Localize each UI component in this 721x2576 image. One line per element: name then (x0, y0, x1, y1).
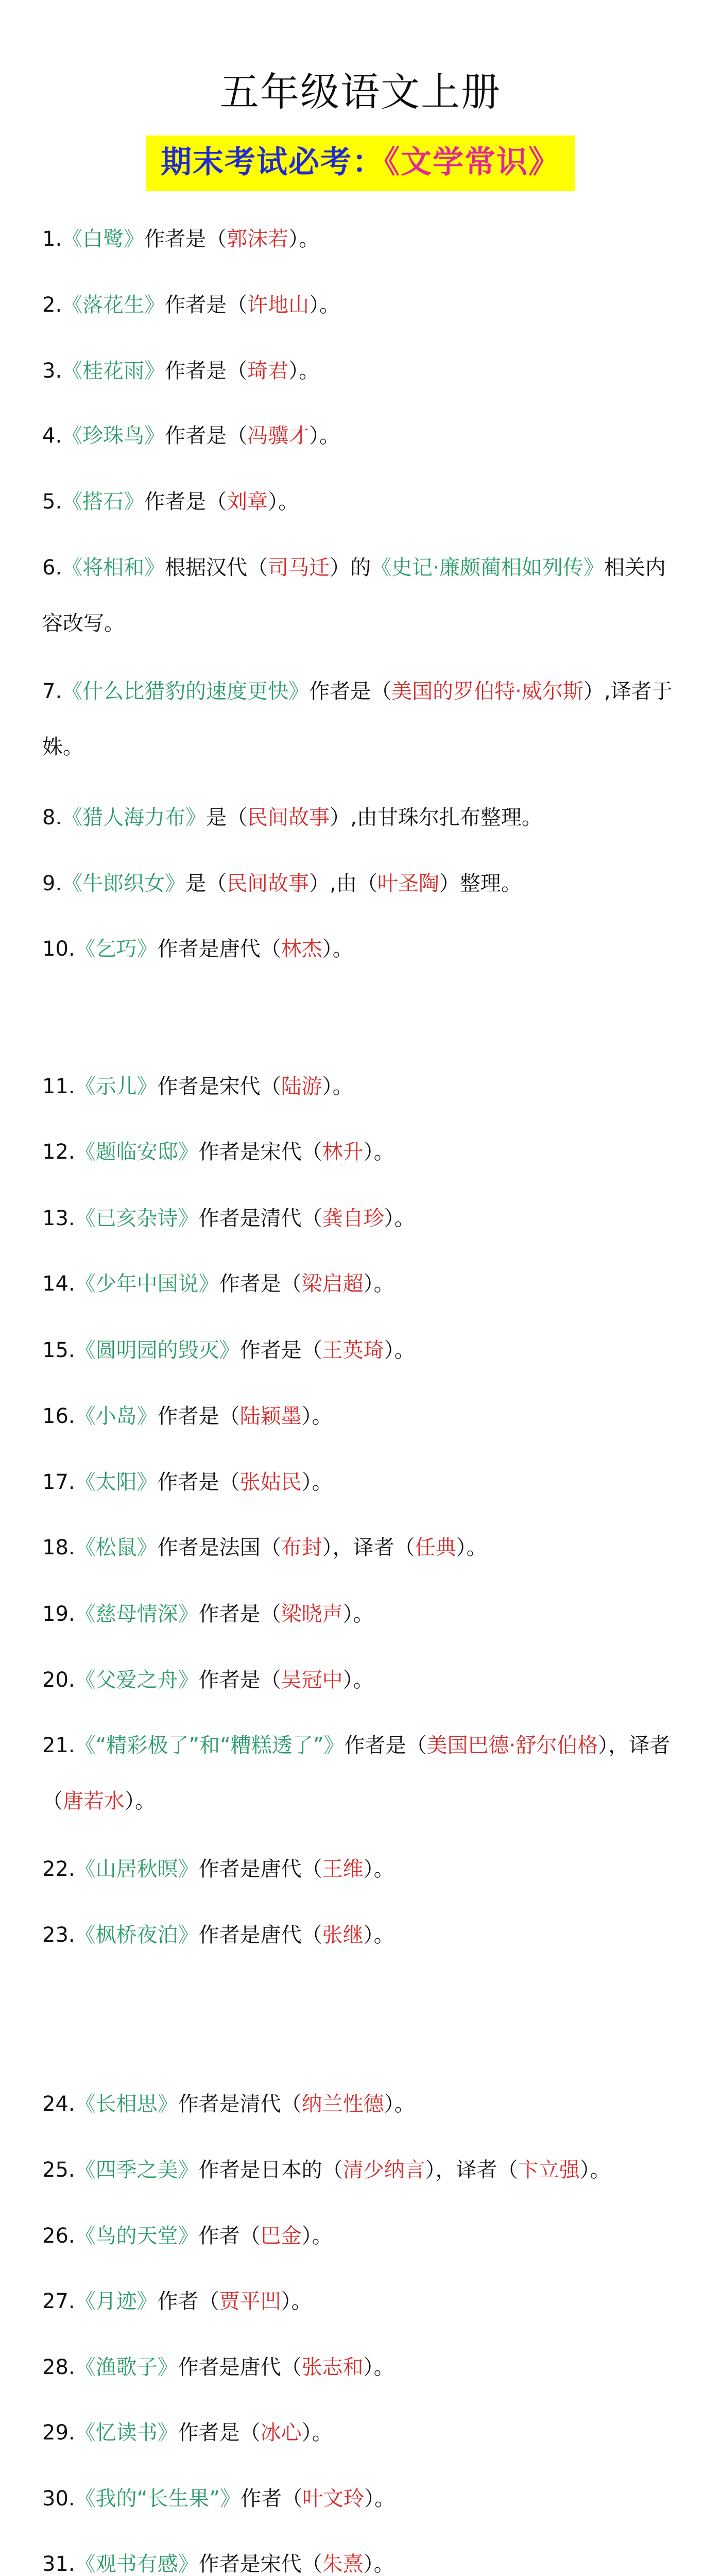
answer-text: 贾平凹 (219, 2290, 281, 2313)
item-text: 10. (42, 937, 75, 961)
list-item (42, 1454, 681, 1510)
answer-text: 叶圣陶 (377, 872, 439, 895)
item-text: 作者是（ (344, 1734, 427, 1757)
item-text: ）。 (384, 1338, 415, 1362)
item-text: 作者是宋代（ (198, 2552, 322, 2576)
work-title: 《题临安邸》 (75, 1140, 199, 1164)
answer-text: 郭沫若 (227, 227, 289, 251)
item-text: ）。 (384, 2092, 415, 2116)
work-title: 《牛郎织女》 (62, 872, 186, 895)
item-text: 作者是（ (178, 2421, 261, 2445)
work-title: 《乞巧》 (75, 937, 158, 961)
page-title: 五年级语文上册 (220, 69, 501, 115)
work-title: 《月迹》 (75, 2290, 158, 2313)
answer-text: 冯骥才 (247, 424, 310, 448)
item-text: 2. (42, 293, 62, 317)
work-title: 《父爱之舟》 (75, 1668, 199, 1692)
work-title: 《落花生》 (62, 293, 165, 317)
item-text: 8. (42, 806, 62, 829)
answer-text: 琦君 (247, 359, 289, 383)
subtitle-highlight-box (146, 135, 575, 191)
item-text: 18. (42, 1536, 75, 1560)
item-text: ），译者（ (322, 1536, 415, 1560)
item-text: ）。 (342, 1668, 374, 1692)
list-item (42, 2405, 681, 2461)
list-item (42, 856, 681, 911)
list-item (42, 2076, 681, 2132)
item-text: 3. (42, 359, 62, 383)
work-title: 《桂花雨》 (62, 359, 165, 383)
answer-text: 民间故事 (247, 806, 330, 829)
item-text: 作者是（ (144, 227, 227, 251)
answer-text: 王英琦 (322, 1338, 384, 1362)
item-text: 作者是（ (239, 1338, 322, 1362)
answer-text: 张志和 (301, 2355, 364, 2379)
list-item (42, 1059, 681, 1114)
item-text: 14. (42, 1272, 75, 1296)
work-title: 《四季之美》 (75, 2158, 199, 2182)
item-text: 作者是唐代（ (198, 1857, 322, 1881)
list-item (42, 1191, 681, 1246)
item-text: 9. (42, 872, 62, 895)
answer-text: 吴冠中 (281, 1668, 343, 1692)
work-title: 《我的“长生果”》 (75, 2487, 241, 2511)
item-text: ）。 (288, 227, 320, 251)
answer-text: 卞立强 (518, 2158, 580, 2182)
work-title: 《松鼠》 (75, 1536, 158, 1560)
item-text: ）。 (364, 2487, 396, 2511)
answer-text: 刘章 (227, 490, 268, 514)
answer-text: 巴金 (260, 2224, 302, 2248)
item-text: ）。 (301, 1404, 333, 1428)
list-item (42, 2208, 681, 2264)
answer-text: 朱熹 (322, 2552, 364, 2576)
list-item (42, 211, 681, 267)
answer-text: 陆游 (281, 1075, 322, 1098)
answer-text: 林杰 (281, 937, 322, 961)
item-text: 21. (42, 1734, 75, 1757)
item-text: ）。 (363, 1923, 394, 1947)
answer-text: 司马迁 (268, 556, 330, 580)
item-text: ），译者（ (42, 1734, 671, 1813)
item-text: 作者是宋代（ (157, 1075, 281, 1098)
item-text: 作者是（ (144, 490, 227, 514)
item-text: 作者是（ (309, 680, 392, 703)
answer-text: 唐若水 (63, 1789, 125, 1813)
list-item (42, 474, 681, 530)
item-text: ）。 (363, 2355, 394, 2379)
work-title: 《渔歌子》 (75, 2355, 178, 2379)
list-item (42, 540, 681, 651)
work-title: 《已亥杂诗》 (75, 1207, 199, 1230)
item-text: 作者是清代（ (198, 1207, 322, 1230)
item-text: ）的 (330, 556, 371, 580)
item-text: ）。 (363, 1272, 394, 1296)
work-title: 《珍珠鸟》 (62, 424, 165, 448)
answer-text: 王维 (322, 1857, 364, 1881)
work-title: 《搭石》 (62, 490, 145, 514)
item-text: 作者是（ (198, 1602, 281, 1626)
item-text: 6. (42, 556, 62, 580)
item-text: ）。 (309, 293, 340, 317)
work-title: 《少年中国说》 (75, 1272, 219, 1296)
item-text: ）,由（ (309, 872, 377, 895)
item-text: 是（ (206, 806, 248, 829)
item-text: 根据汉代（ (165, 556, 268, 580)
answer-text: 许地山 (247, 293, 310, 317)
item-text: 12. (42, 1140, 75, 1164)
answer-text: 张继 (322, 1923, 364, 1947)
list-item (42, 790, 681, 845)
item-text: 作者是（ (165, 293, 248, 317)
list-item (42, 2471, 681, 2527)
item-text: 作者是（ (157, 1470, 240, 1494)
subtitle-banner (0, 135, 721, 191)
item-text: ）。 (301, 2224, 333, 2248)
item-text: 19. (42, 1602, 75, 1626)
list-item (42, 1323, 681, 1378)
item-text: ）,由甘珠尔扎布整理。 (330, 806, 542, 829)
work-title: 《将相和》 (62, 556, 165, 580)
item-text: 作者是（ (219, 1272, 302, 1296)
answer-text: 龚自珍 (322, 1207, 384, 1230)
item-text: 27. (42, 2290, 75, 2313)
work-title: 《长相思》 (75, 2092, 178, 2116)
list-item (42, 1586, 681, 1642)
list-item (42, 1388, 681, 1444)
item-text: 29. (42, 2421, 75, 2445)
answer-text: 梁晓声 (281, 1602, 343, 1626)
item-text: 17. (42, 1470, 75, 1494)
item-text: 作者是宋代（ (198, 1140, 322, 1164)
item-text: 25. (42, 2158, 75, 2182)
item-text: ）。 (579, 2158, 611, 2182)
answer-text: 任典 (415, 1536, 456, 1560)
work-title: 《猎人海力布》 (62, 806, 207, 829)
answer-text: 美国的罗伯特·威尔斯 (391, 680, 583, 703)
list-item (42, 1256, 681, 1312)
item-text: 相关内容改写。 (42, 556, 666, 635)
item-text: 作者（ (157, 2290, 219, 2313)
work-title: 《慈母情深》 (75, 1602, 199, 1626)
item-text: 22. (42, 1857, 75, 1881)
list-item (42, 343, 681, 399)
list-item (42, 1841, 681, 1897)
item-text: 作者是（ (165, 424, 248, 448)
work-title: 《忆读书》 (75, 2421, 178, 2445)
list-item (42, 1124, 681, 1180)
answer-text: 梁启超 (301, 1272, 364, 1296)
item-text: 是（ (185, 872, 227, 895)
item-text: ）。 (363, 2552, 394, 2576)
answer-text: 布封 (281, 1536, 322, 1560)
item-text: ）,译者于姝。 (42, 680, 673, 759)
list-item (42, 1718, 681, 1829)
subtitle-highlight: 《文学常识》 (384, 144, 560, 180)
item-text: 作者（ (241, 2487, 303, 2511)
answer-text: 张姑民 (239, 1470, 302, 1494)
item-text: ）。 (363, 1857, 394, 1881)
list-item (42, 2340, 681, 2395)
item-text: 作者是（ (157, 1404, 240, 1428)
list-item (42, 1652, 681, 1708)
work-title: 《白鹭》 (62, 227, 145, 251)
item-text: 作者是唐代（ (157, 937, 281, 961)
item-text: ）。 (363, 1140, 394, 1164)
item-text: 30. (42, 2487, 75, 2511)
item-text: 作者是日本的（ (198, 2158, 343, 2182)
work-title: 《山居秋暝》 (75, 1857, 199, 1881)
item-text: 31. (42, 2552, 75, 2576)
list-item (42, 2142, 681, 2198)
work-title: 《什么比猎豹的速度更快》 (62, 680, 310, 703)
work-title: 《观书有感》 (75, 2552, 199, 2576)
item-text: ）整理。 (439, 872, 522, 895)
answer-text: 陆颖墨 (239, 1404, 302, 1428)
list-item (42, 664, 681, 775)
item-text: 5. (42, 490, 62, 514)
item-text: ）。 (268, 490, 299, 514)
answer-text: 民间故事 (227, 872, 310, 895)
item-text: ），译者（ (425, 2158, 518, 2182)
item-text: 作者是（ (198, 1668, 281, 1692)
list-item (42, 2536, 681, 2576)
subtitle-prefix: 期末考试必考： (161, 144, 384, 180)
answer-text: 林升 (322, 1140, 364, 1164)
item-text: 13. (42, 1207, 75, 1230)
item-text: 7. (42, 680, 62, 703)
item-text: 1. (42, 227, 62, 251)
item-text: ）。 (125, 1789, 156, 1813)
work-title: 《太阳》 (75, 1470, 158, 1494)
item-text: 作者是清代（ (178, 2092, 302, 2116)
list-item (42, 2274, 681, 2329)
work-title: 《小岛》 (75, 1404, 158, 1428)
item-text: 11. (42, 1075, 75, 1098)
list-item (42, 277, 681, 333)
item-text: 作者是法国（ (157, 1536, 281, 1560)
list-item (42, 1520, 681, 1575)
work-title: 《圆明园的毁灭》 (75, 1338, 240, 1362)
item-text: ）。 (288, 359, 320, 383)
list-item (42, 408, 681, 464)
item-text: 作者是唐代（ (198, 1923, 322, 1947)
item-text: 16. (42, 1404, 75, 1428)
item-text: 作者是唐代（ (178, 2355, 302, 2379)
work-title: 《示儿》 (75, 1075, 158, 1098)
item-text: 作者是（ (165, 359, 248, 383)
item-text: ）。 (281, 2290, 312, 2313)
work-title: 《鸟的天堂》 (75, 2224, 199, 2248)
item-text: 23. (42, 1923, 75, 1947)
item-text: 4. (42, 424, 62, 448)
list-item (42, 1907, 681, 1963)
item-text: ）。 (301, 2421, 333, 2445)
answer-text: 纳兰性德 (301, 2092, 384, 2116)
item-text: ）。 (456, 1536, 487, 1560)
work-title: 《枫桥夜泊》 (75, 1923, 199, 1947)
item-text: 24. (42, 2092, 75, 2116)
answer-text: 美国巴德·舒尔伯格 (426, 1734, 598, 1757)
work-title: 《史记·廉颇蔺相如列传》 (371, 556, 604, 580)
item-text: ）。 (301, 1470, 333, 1494)
answer-text: 叶文玲 (302, 2487, 365, 2511)
item-text: ）。 (309, 424, 340, 448)
item-text: 作者（ (198, 2224, 261, 2248)
item-text: 15. (42, 1338, 75, 1362)
list-item (42, 921, 681, 977)
item-text: ）。 (322, 937, 353, 961)
answer-text: 清少纳言 (342, 2158, 425, 2182)
item-text: 20. (42, 1668, 75, 1692)
item-text: ）。 (384, 1207, 415, 1230)
answer-text: 冰心 (260, 2421, 302, 2445)
work-title: 《“精彩极了”和“糟糕透了”》 (75, 1734, 345, 1757)
item-text: 28. (42, 2355, 75, 2379)
item-text: ）。 (322, 1075, 353, 1098)
item-text: ）。 (342, 1602, 374, 1626)
item-text: 26. (42, 2224, 75, 2248)
